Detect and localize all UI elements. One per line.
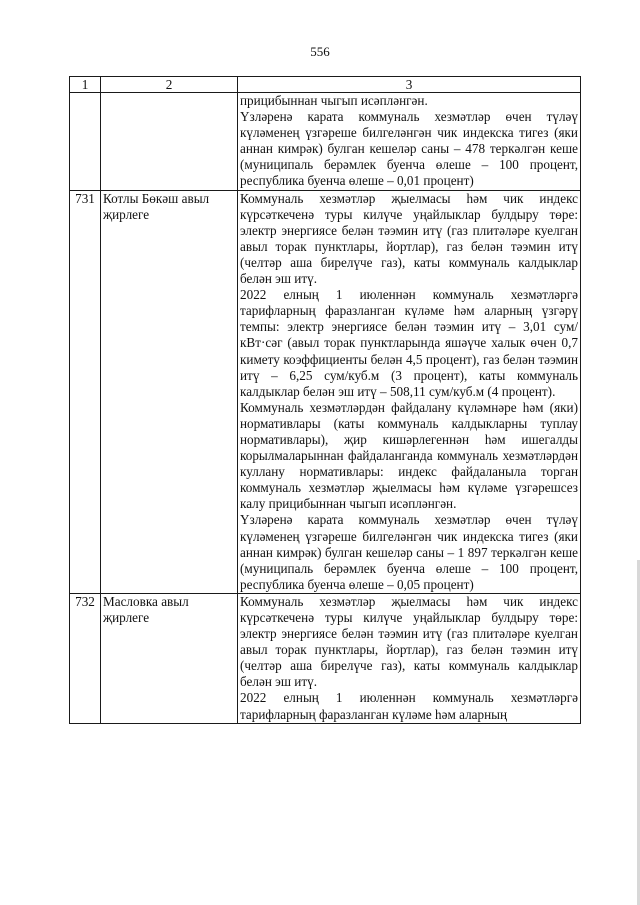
description-paragraph: 2022 елның 1 июленнән коммуналь хезмәтләргә тарифларның фаразланган күләме һәм аларның [240, 690, 578, 722]
description-paragraph: Коммуналь хезмәтләр җыелмасы һәм чик индекс күрсәткеченә туры килүче уңайлыклар булдыру төре: электр энергиясе белән тәэмин итү (газ плитәләре куелган авыл торак пунктлары, йортлар), газ белән тәэмин итү (челтәр аша бирелүче газ), каты коммуналь калдыклар белән эш итү. [240, 593, 578, 690]
description-paragraph: прицибыннан чыгып исәпләнгән. [240, 93, 428, 108]
document-table [69, 76, 581, 724]
table-header-row [70, 77, 581, 93]
settlement-name: Котлы Бөкәш авыл җирлеге [101, 190, 238, 593]
table-row [70, 593, 581, 723]
header-cell-2: 2 [101, 77, 238, 93]
settlement-name [101, 93, 238, 191]
table-row [70, 190, 581, 593]
description-cell [238, 190, 581, 593]
row-number [70, 93, 101, 191]
header-cell-1: 1 [70, 77, 101, 93]
row-number: 732 [70, 593, 101, 723]
settlement-name: Масловка авыл җирлеге [101, 593, 238, 723]
description-paragraph: Үзләренә карата коммуналь хезмәтләр өчен түләү күләменең үзгәреше билгеләнгән чик индекска тигез (яки аннан кимрәк) булган кешеләр саны – 1 897 теркәлгән кеше (муниципаль берәмлек буенча өлеше – 100 процент, республика буенча өлеше – 0,05 процент) [240, 512, 578, 592]
row-number: 731 [70, 190, 101, 593]
table-row [70, 93, 581, 191]
description-paragraph: Үзләренә карата коммуналь хезмәтләр өчен түләү күләменең үзгәреше билгеләнгән чик индекска тигез (яки аннан кимрәк) булган кешеләр саны – 478 теркәлгән кеше (муниципаль берәмлек буенча өлеше – 100 процент, республика буенча өлеше – 0,01 процент) [240, 109, 578, 189]
description-paragraph: Коммуналь хезмәтләрдән файдалану күләмнәре һәм (яки) нормативлары (каты коммуналь калдыкларны туплау нормативлары), җир кишәрлегеннән һәм ишегалды корылмаларыннан файдаланганда коммуналь хезмәтләрдән куллану нормативлары: индекс файдаланыла торган коммуналь хезмәтләр җыелмасы һәм күләме үзгәрешсез калу прицибыннан чыгып исәпләнгән. [240, 399, 578, 512]
description-cell [238, 93, 581, 191]
page-number: 556 [310, 44, 330, 59]
header-cell-3: 3 [238, 77, 581, 93]
description-cell [238, 593, 581, 723]
description-paragraph: Коммуналь хезмәтләр җыелмасы һәм чик индекс күрсәткеченә туры килүче уңайлыклар булдыру төре: электр энергиясе белән тәэмин итү (газ плитәләре куелган авыл торак пунктлары, йортлар), газ белән тәэмин итү (челтәр аша бирелүче газ), каты коммуналь калдыклар белән эш итү. [240, 190, 578, 287]
description-paragraph: 2022 елның 1 июленнән коммуналь хезмәтләргә тарифларның фаразланган күләме һәм аларның үзгәрү темпы: электр энергиясе белән тәэмин итү – 3,01 сум/кВт·сәг (авыл торак пунктларында яшәүче халык өчен 0,7 кимету коэффициенты белән 4,5 процент), газ белән тәэмин итү – 6,25 сум/куб.м (3 процент), каты коммуналь калдыклар белән эш итү – 508,11 сум/куб.м (4 процент). [240, 287, 578, 399]
